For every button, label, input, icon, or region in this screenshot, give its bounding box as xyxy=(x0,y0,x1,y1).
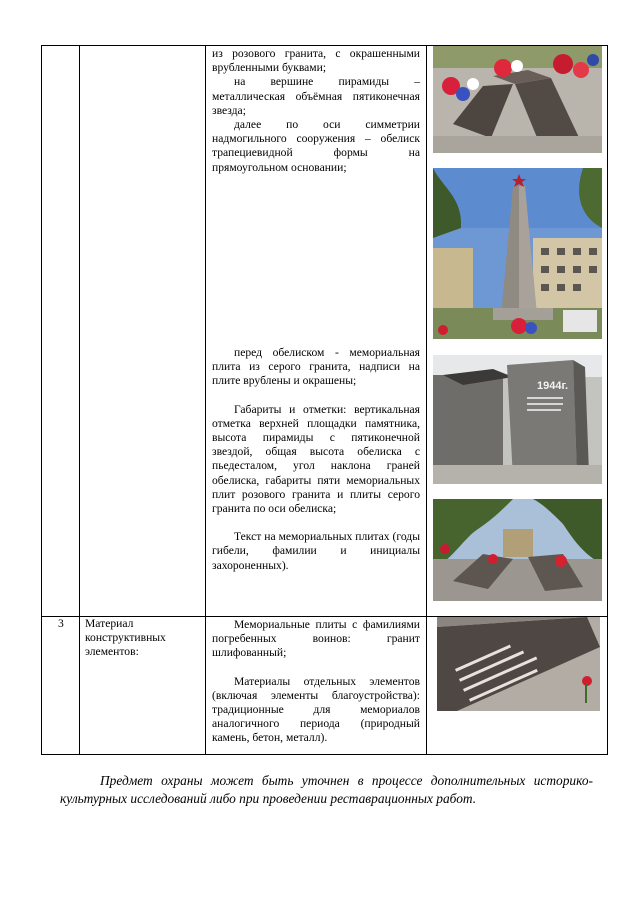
materials-paragraph: Мемориальные плиты с фамилиями погребенных воинов: гранит шлифованный; xyxy=(212,618,420,660)
col-separator-3 xyxy=(426,45,427,755)
table-border-bottom xyxy=(41,754,608,755)
row-number: 3 xyxy=(58,617,64,630)
description-paragraph: перед обелиском - мемориальная плита из серого гранита, надписи на плите врублены и окрашены; xyxy=(212,346,420,388)
table-border-left xyxy=(41,45,42,755)
obelisk-star-photo xyxy=(433,168,602,339)
description-paragraph: Текст на мемориальных плитах (годы гибели, фамилии и инициалы захороненных). xyxy=(212,530,420,572)
memorial-plates-photo xyxy=(433,46,602,153)
description-paragraph: из розового гранита, с окрашенными врубленными буквами; xyxy=(212,47,420,75)
granite-plate-closeup-photo xyxy=(437,617,600,711)
description-paragraph: Габариты и отметки: вертикальная отметка верхней площадки памятника, высота пирамиды с пятиконечной звездой, общая высота обелиска с пьедесталом, угол наклона граней обелиска, габариты пяти мемориальных плит розового гранита и плиты серого гранита по оси обелиска; xyxy=(212,402,420,516)
description-paragraph: на вершине пирамиды – металлическая объёмная пятиконечная звезда; xyxy=(212,75,420,117)
col-separator-2 xyxy=(205,45,206,755)
table-border-right xyxy=(607,45,608,755)
memorial-alley-photo xyxy=(433,499,602,601)
description-paragraph: далее по оси симметрии надмогильного сооружения – обелиск трапециевидной формы на прямоугольном основании; xyxy=(212,118,420,174)
materials-paragraph: Материалы отдельных элементов (включая элементы благоустройства): традиционные для мемориалов аналогичного периода (природный камень, бетон, металл). xyxy=(212,674,420,745)
col-separator-1 xyxy=(79,45,80,755)
footer-note: Предмет охраны может быть уточнен в процессе дополнительных историко-культурных исследований либо при проведении реставрационных работ. xyxy=(60,773,593,806)
materials-cell xyxy=(212,618,420,746)
row-label: Материал конструктивных элементов: xyxy=(85,617,166,659)
plate-year-text: 1944г. xyxy=(537,380,569,392)
description-cell-lower xyxy=(212,346,420,573)
description-cell-upper xyxy=(212,47,420,175)
grey-granite-plate-photo xyxy=(433,355,602,484)
